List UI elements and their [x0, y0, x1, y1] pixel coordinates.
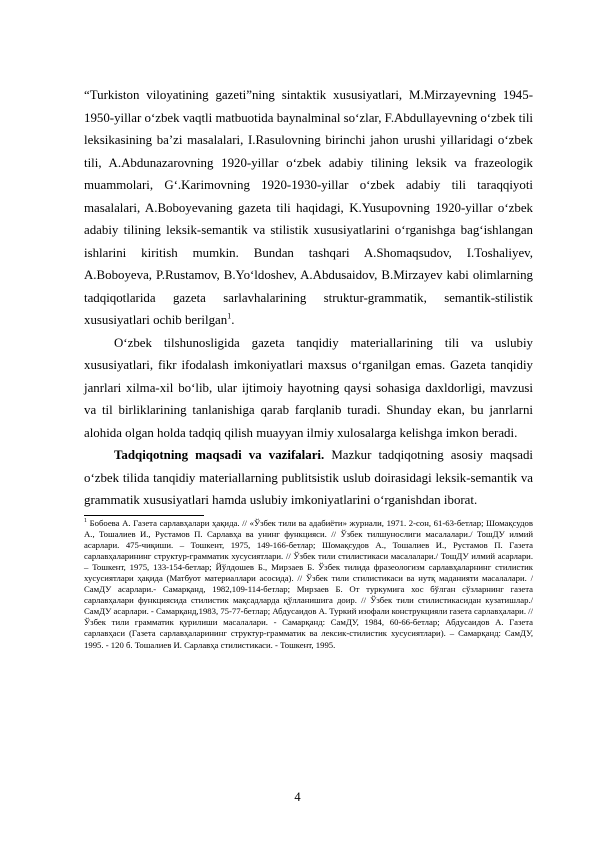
section-heading: Tadqiqotning maqsadi va vazifalari.: [114, 448, 325, 462]
footnote-reference-mark: 1: [227, 311, 232, 321]
document-page: [84, 84, 533, 651]
footnote-mark: 1: [84, 517, 87, 524]
footnote-text: Бобоева А. Газета сарлавҳалари ҳақида. // «Ўзбек тили ва адабиёти» журнали, 1971. 2-сон, 61-63-бетлар; Шомақсудов А., Тошалиев И., Рустамов П. Сарлавҳа ва унинг функцияси. // Ўзбек тилшунослиги масалалари./ ТошДУ илмий асарлари. 475-чиқиши. – Тошкент, 1975, 149-166-бетлар; Шомақсудов А., Тошалиев И., Рустамов П. Газета сарлавҳаларининг структур-грамматик хусусиятлари. // Ўзбек тили стилистикаси масалалари./ ТошДУ илмий асарлари. – Тошкент, 1975, 133-154-бетлар; Йўлдошев Б., Мирзаев Б. Ўзбек тилида фразеологизм сарлавҳаларнинг стилистик хусусиятлари ҳақида (Матбуот материаллари асосида). // Ўзбек тили стилистикаси ва нутқ маданияти масалалари. / СамДУ асарлари.- Самарқанд, 1982,109-114-бетлар; Мирзаев Б. От туркумига хос бўлган сўзларнинг газета сарлавҳалари функциясида стилистик мақсадларда қўлланишига доир. // Ўзбек тили стилистикасидан кузатишлар./ СамДУ асарлари. - Самарқанд,1983, 75-77-бетлар; Абдусаидов А. Туркий изофали конструкцияли газета сарлавҳалари. // Ўзбек тили грамматик қурилиши масалалари. - Самарқанд: СамДУ, 1984, 60-66-бетлар; Абдусаидов А. Газета сарлавҳаси (Газета сарлавҳаларининг структур-грамматик ва лексик-стилистик хусусиятлари). – Самарқанд: СамДУ, 1995. - 120 б. Тошалиев И. Сарлавҳа стилистикаси. - Тошкент, 1995.: [84, 517, 533, 650]
page-number: 4: [294, 790, 301, 804]
footnote: [84, 518, 533, 651]
footnote-separator: [84, 515, 204, 516]
body-text: [84, 84, 533, 512]
paragraph-3-text: Mazkur tadqiqotning asosiy maqsadi o‘zbek tilida tanqidiy materiallarning publitsistik uslub doirasidagi leksik-semantik va grammatik xususiyatlari hamda uslubiy imkoniyatlarini o‘rganishdan iborat.: [84, 448, 533, 507]
paragraph-1: [84, 84, 533, 332]
paragraph-3: [84, 444, 533, 512]
footnote-1: [84, 518, 533, 651]
paragraph-2-text: O‘zbek tilshunosligida gazeta tanqidiy materiallarining tili va uslubiy xususiyatlari, fikr ifodalash imkoniyatlari maxsus o‘rganilgan emas. Gazeta tanqidiy janrlari xilma-xil bo‘lib, ular ijtimoiy hayotning qaysi sohasiga daxldorligi, mavzusi va til birliklarining tanlanishiga qarab farqlanib turadi. Shunday ekan, bu janrlarni alohida olgan holda tadqiq qilish muayyan ilmiy xulosalarga kelishga imkon beradi.: [84, 335, 533, 440]
paragraph-2: [84, 332, 533, 445]
paragraph-1-end: .: [231, 313, 235, 327]
paragraph-1-text: “Turkiston viloyatining gazeti”ning sintaktik xususiyatlari, M.Mirzayevning 1945-1950-yillar o‘zbek vaqtli matbuotida baynalminal so‘zlar, F.Abdullayevning o‘zbek tili leksikasining ba’zi masalalari, I.Rasulovning birinchi jahon urushi yillaridagi o‘zbek tili, A.Abdunazarovning 1920-yillar o‘zbek adabiy tilining leksik va frazeologik muammolari, G‘.Karimovning 1920-1930-yillar o‘zbek adabiy tili taraqqiyoti masalalari, A.Boboyevaning gazeta tili haqidagi, K.Yusupovning 1920-yillar o‘zbek adabiy tilining leksik-semantik va stilistik xususiyatlarini o‘rganishga bag‘ishlangan ishlarini kiritish mumkin. Bundan tashqari A.Shomaqsudov, I.Toshaliyev, A.Boboyeva, P.Rustamov, B.Yo‘ldoshev, A.Abdusaidov, B.Mirzayev kabi olimlarning tadqiqotlarida gazeta sarlavhalarining struktur-grammatik, semantik-stilistik xususiyatlari ochib berilgan: [84, 88, 533, 327]
